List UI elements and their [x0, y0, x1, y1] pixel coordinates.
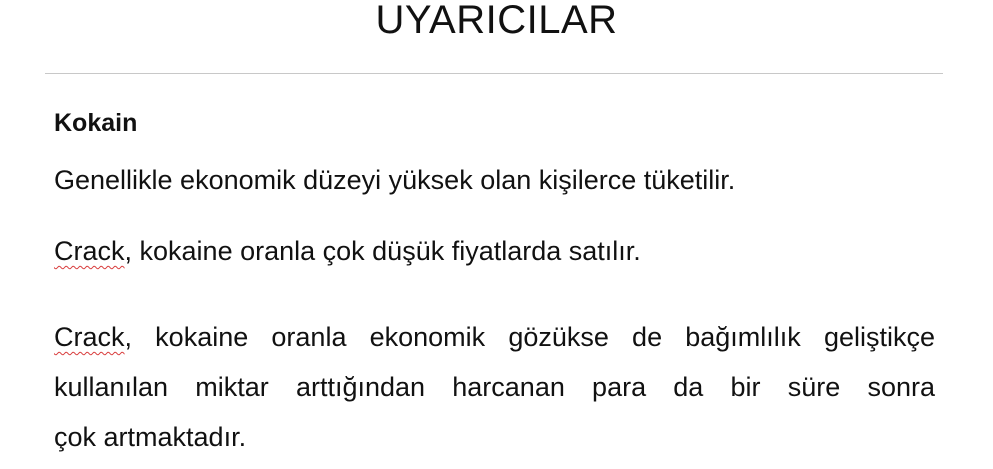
paragraph-2-text: , kokaine oranla çok düşük fiyatlarda satılır. — [124, 236, 641, 266]
paragraph-3-line-2: kullanılan miktar arttığından harcanan para da bir süre sonra — [54, 372, 935, 402]
paragraph-3-line-3: çok artmaktadır. — [54, 422, 247, 452]
misspelled-word: Crack — [54, 236, 125, 266]
section-heading: Kokain — [54, 109, 138, 137]
title-divider — [45, 73, 943, 74]
paragraph-2 — [54, 234, 641, 268]
paragraph-3-line-1 — [54, 312, 935, 362]
paragraph-1: Genellikle ekonomik düzeyi yüksek olan kişilerce tüketilir. — [54, 165, 736, 195]
slide-title: UYARICILAR — [375, 0, 618, 42]
paragraph-3-line-1-text: , kokaine oranla ekonomik gözükse de bağımlılık geliştikçe — [124, 322, 935, 352]
misspelled-word: Crack — [54, 322, 125, 352]
paragraph-3 — [54, 312, 935, 462]
